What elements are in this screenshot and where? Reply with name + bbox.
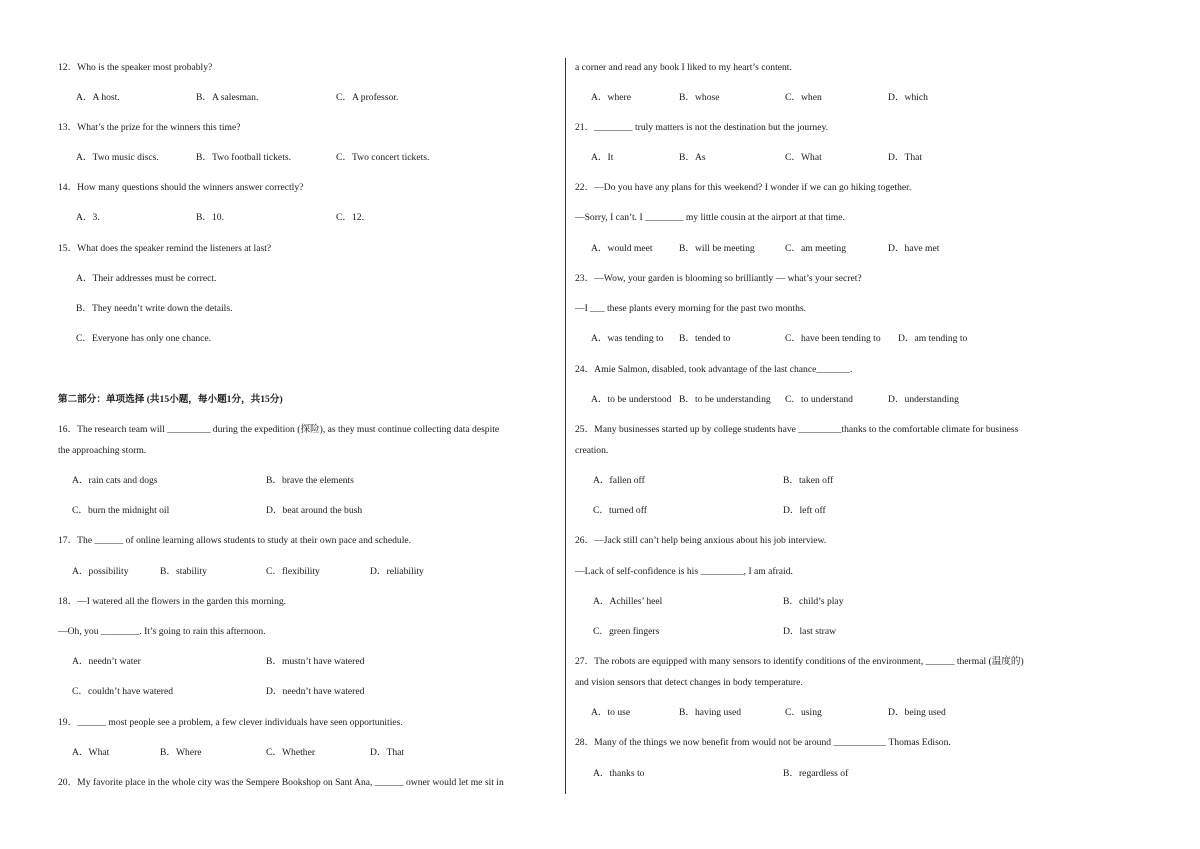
q14-option-c: C．12. — [336, 212, 364, 223]
question-17-stem: 17．The ______ of online learning allows students to study at their own pace and schedule. — [58, 535, 412, 546]
q18-option-d: D．needn’t have watered — [266, 686, 365, 697]
question-26-stem-line1: 26．—Jack still can’t help being anxious about his job interview. — [575, 535, 827, 546]
q27-option-d: D．being used — [888, 707, 946, 718]
q16-option-d: D．beat around the bush — [266, 505, 363, 516]
q26-option-a: A．Achilles’ heel — [593, 596, 663, 607]
q24-option-c: C．to understand — [785, 394, 853, 405]
question-22-stem-line1: 22．—Do you have any plans for this weekend? I wonder if we can go hiking together. — [575, 182, 912, 193]
q15-option-b: B．They needn’t write down the details. — [76, 303, 233, 314]
question-14-stem: 14．How many questions should the winners answer correctly? — [58, 182, 304, 193]
q22-option-d: D．have met — [888, 243, 940, 254]
question-18-stem-line2: —Oh, you ________. It’s going to rain this afternoon. — [58, 626, 266, 637]
q12-option-a: A．A host. — [76, 92, 120, 103]
q25-option-b: B．taken off — [783, 475, 834, 486]
q19-option-d: D．That — [370, 747, 405, 758]
column-divider — [565, 58, 566, 794]
q13-option-a: A．Two music discs. — [76, 152, 159, 163]
q14-option-a: A．3. — [76, 212, 100, 223]
q24-option-b: B．to be understanding — [679, 394, 771, 405]
q27-option-b: B．having used — [679, 707, 742, 718]
q18-option-c: C．couldn’t have watered — [72, 686, 174, 697]
q12-option-b: B．A salesman. — [196, 92, 259, 103]
q23-option-b: B．tended to — [679, 333, 731, 344]
q25-option-d: D．left off — [783, 505, 826, 516]
q17-option-c: C．flexibility — [266, 566, 320, 577]
question-20-stem: 20．My favorite place in the whole city was the Sempere Bookshop on Sant Ana, ______ owner would let me sit in — [58, 777, 504, 788]
q19-option-a: A．What — [72, 747, 110, 758]
question-23-stem-line2: —I ___ these plants every morning for the past two months. — [575, 303, 807, 314]
right-column — [575, 0, 1135, 849]
q22-option-b: B．will be meeting — [679, 243, 755, 254]
q27-option-a: A．to use — [591, 707, 631, 718]
question-26-stem-line2: —Lack of self-confidence is his _________, I am afraid. — [575, 566, 793, 577]
question-16-stem-line2: the approaching storm. — [58, 445, 147, 456]
question-22-stem-line2: —Sorry, I can’t. I ________ my little cousin at the airport at that time. — [575, 212, 845, 223]
q18-option-a: A．needn’t water — [72, 656, 141, 667]
q15-option-a: A．Their addresses must be correct. — [76, 273, 217, 284]
question-15-stem: 15．What does the speaker remind the listeners at last? — [58, 243, 272, 254]
question-28-stem: 28．Many of the things we now benefit from would not be around ___________ Thomas Edison. — [575, 737, 951, 748]
q20-option-c: C．when — [785, 92, 822, 103]
left-column — [58, 0, 558, 849]
q23-option-a: A．was tending to — [591, 333, 664, 344]
question-27-stem-line2: and vision sensors that detect changes in body temperature. — [575, 677, 803, 688]
q19-option-c: C．Whether — [266, 747, 316, 758]
q27-option-c: C．using — [785, 707, 822, 718]
question-27-stem-line1: 27．The robots are equipped with many sensors to identify conditions of the environment, ______ thermal (温度的) — [575, 656, 1024, 667]
q26-option-c: C．green fingers — [593, 626, 660, 637]
q20-option-a: A．where — [591, 92, 631, 103]
q26-option-b: B．child’s play — [783, 596, 844, 607]
question-12-stem: 12．Who is the speaker most probably? — [58, 62, 213, 73]
q25-option-a: A．fallen off — [593, 475, 645, 486]
q22-option-c: C．am meeting — [785, 243, 847, 254]
q24-option-d: D．understanding — [888, 394, 959, 405]
q18-option-b: B．mustn’t have watered — [266, 656, 365, 667]
q28-option-b: B．regardless of — [783, 768, 849, 779]
question-25-stem-line1: 25．Many businesses started up by college students have _________thanks to the comfortable climate for business — [575, 424, 1019, 435]
question-23-stem-line1: 23．—Wow, your garden is blooming so brilliantly — what’s your secret? — [575, 273, 862, 284]
q20-option-b: B．whose — [679, 92, 720, 103]
q17-option-d: D．reliability — [370, 566, 424, 577]
question-25-stem-line2: creation. — [575, 445, 609, 456]
question-19-stem: 19．______ most people see a problem, a few clever individuals have seen opportunities. — [58, 717, 403, 728]
q28-option-a: A．thanks to — [593, 768, 645, 779]
q17-option-b: B．stability — [160, 566, 207, 577]
q16-option-c: C．burn the midnight oil — [72, 505, 170, 516]
question-13-stem: 13．What’s the prize for the winners this time? — [58, 122, 241, 133]
q12-option-c: C．A professor. — [336, 92, 399, 103]
question-18-stem-line1: 18．—I watered all the flowers in the garden this morning. — [58, 596, 287, 607]
q21-option-a: A．It — [591, 152, 614, 163]
q21-option-c: C．What — [785, 152, 822, 163]
q24-option-a: A．to be understood — [591, 394, 672, 405]
q26-option-d: D．last straw — [783, 626, 837, 637]
q17-option-a: A．possibility — [72, 566, 129, 577]
question-20-stem-continued: a corner and read any book I liked to my heart’s content. — [575, 62, 792, 73]
q15-option-c: C．Everyone has only one chance. — [76, 333, 212, 344]
q14-option-b: B．10. — [196, 212, 224, 223]
q22-option-a: A．would meet — [591, 243, 653, 254]
q16-option-a: A．rain cats and dogs — [72, 475, 158, 486]
q21-option-d: D．That — [888, 152, 923, 163]
q23-option-c: C．have been tending to — [785, 333, 881, 344]
q21-option-b: B．As — [679, 152, 706, 163]
q19-option-b: B．Where — [160, 747, 202, 758]
q23-option-d: D．am tending to — [898, 333, 968, 344]
q16-option-b: B．brave the elements — [266, 475, 354, 486]
q13-option-b: B．Two football tickets. — [196, 152, 291, 163]
section-2-heading: 第二部分：单项选择 (共15小题，每小题1分，共15分) — [58, 394, 283, 405]
question-24-stem: 24．Amie Salmon, disabled, took advantage of the last chance_______. — [575, 364, 853, 375]
question-16-stem-line1: 16．The research team will _________ during the expedition (探险), as they must continue collecting data despite — [58, 424, 500, 435]
q25-option-c: C．turned off — [593, 505, 647, 516]
q20-option-d: D．which — [888, 92, 928, 103]
q13-option-c: C．Two concert tickets. — [336, 152, 430, 163]
question-21-stem: 21．________ truly matters is not the destination but the journey. — [575, 122, 829, 133]
